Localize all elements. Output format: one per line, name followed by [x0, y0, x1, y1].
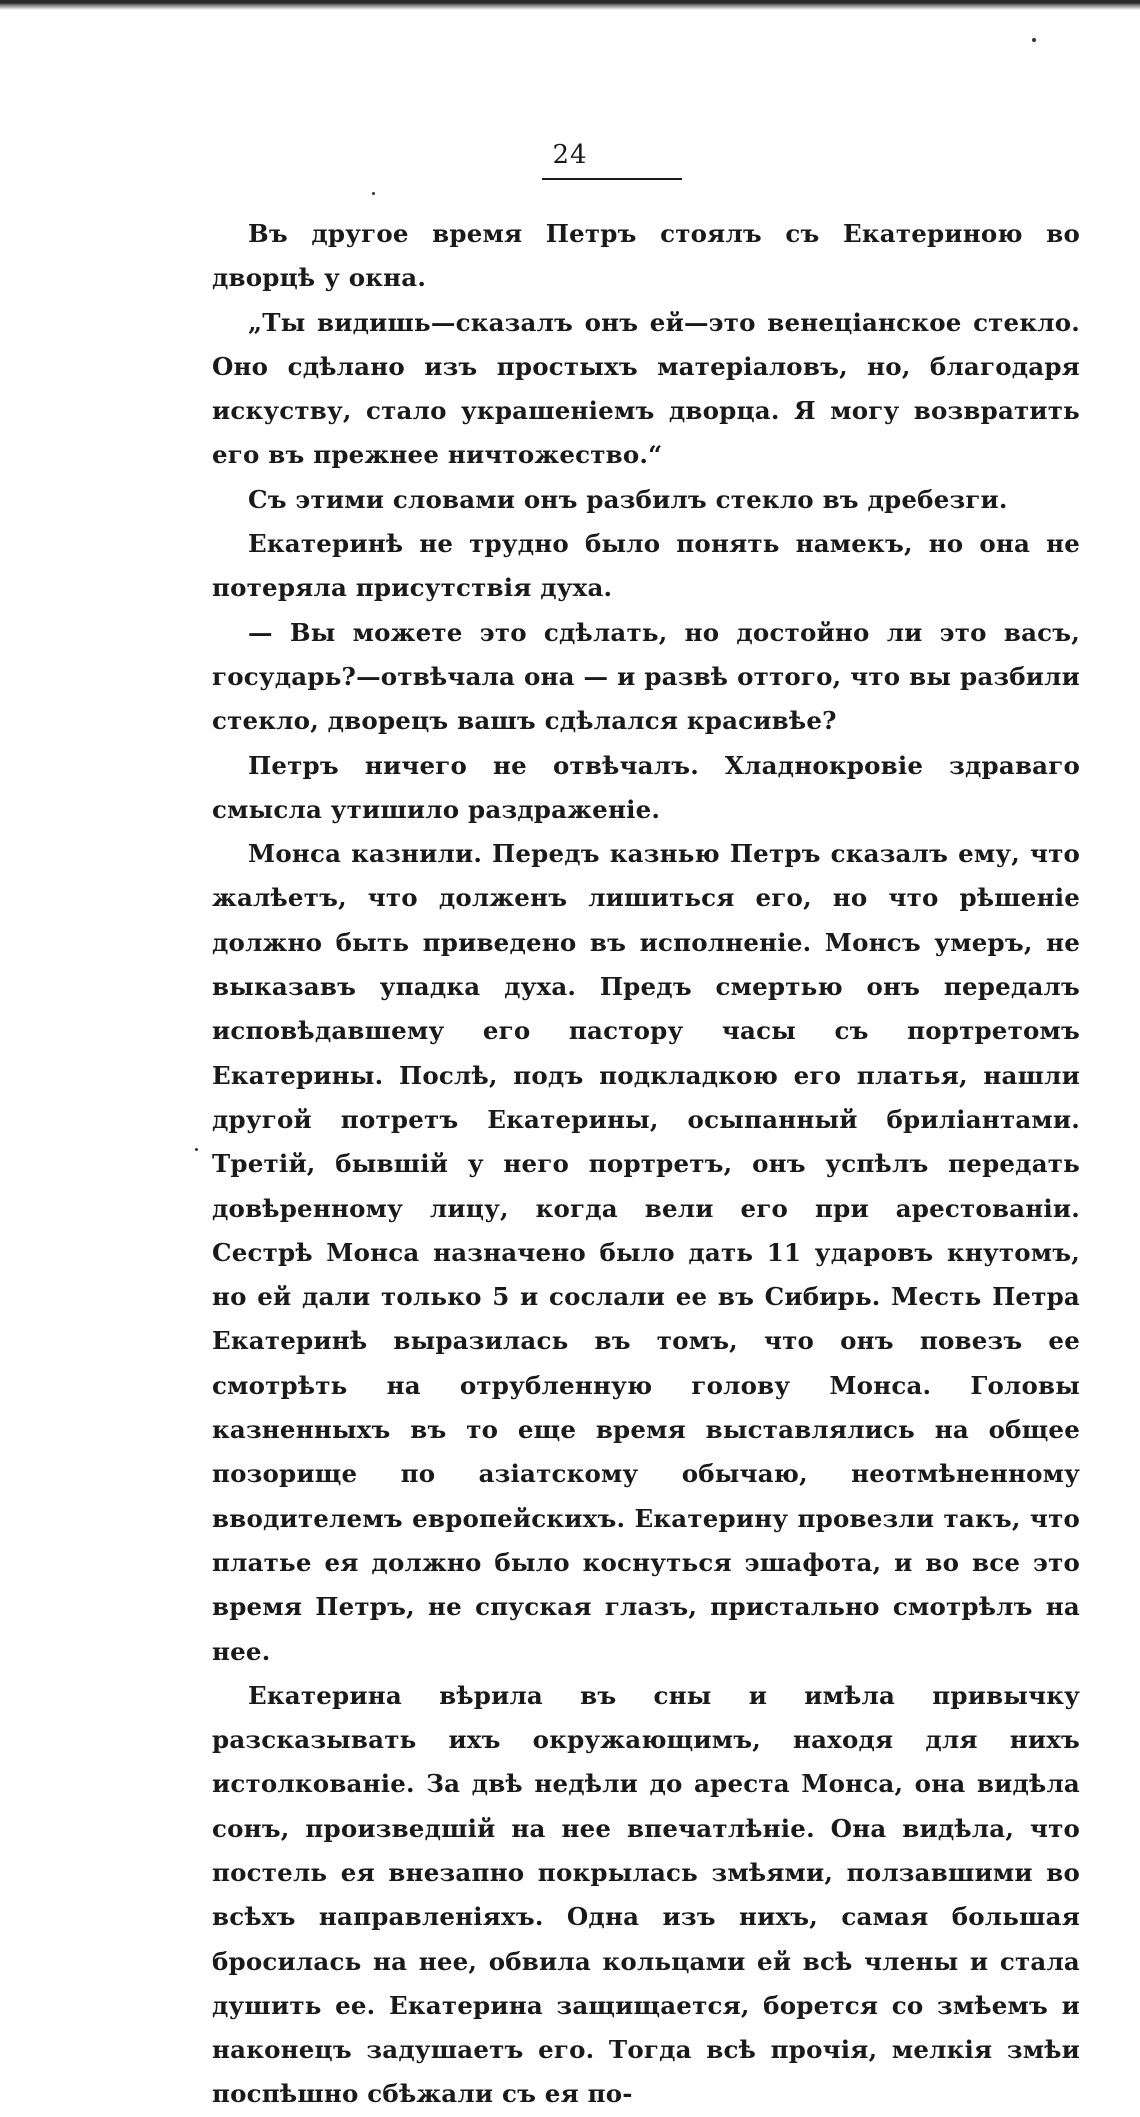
paragraph: Въ другое время Петръ стоялъ съ Екатериною во дворцѣ у окна. [212, 219, 1080, 293]
scan-speck [372, 192, 375, 195]
scan-speck [195, 1148, 198, 1151]
scan-speck [1032, 38, 1036, 42]
paragraph: Монса казнили. Передъ казнью Петръ сказалъ ему, что жалѣетъ, что долженъ лишиться его, но что рѣшеніе должно быть приведено въ исполненіе. Монсъ умеръ, не выказавъ упадка духа. Предъ смертью онъ передалъ исповѣдавшему его пастору часы съ портретомъ Екатерины. Послѣ, подъ подкладкою его платья, нашли другой потретъ Екатерины, осыпанный бриліантами. Третій, бывшій у него портретъ, онъ успѣлъ передать довѣренному лицу, когда вели его при арестованіи. Сестрѣ Монса назначено было дать 11 ударовъ кнутомъ, но ей дали только 5 и сослали ее въ Сибирь. Месть Петра Екатеринѣ выразилась въ томъ, что онъ повезъ ее смотрѣть на отрубленную голову Монса. Головы казненныхъ въ то еще время выставлялись на общее позорище по азіатскому обычаю, неотмѣненному вводителемъ европейскихъ. Екатерину провезли такъ, что платье ея должно было коснуться эшафота, и во все это время Петръ, не спуская глазъ, пристально смотрѣлъ на нее. [212, 839, 1080, 1666]
paragraph: „Ты видишь—сказалъ онъ ей—это венеціанское стекло. Оно сдѣлано изъ простыхъ матеріаловъ, но, благодаря искуству, стало украшеніемъ дворца. Я могу возвратить его въ прежнее ничтожество.“ [212, 307, 1080, 470]
page-number: 24 [552, 140, 588, 170]
scan-top-edge [0, 0, 1140, 10]
paragraph: Петръ ничего не отвѣчалъ. Хладнокровіе здраваго смысла утишило раздраженіе. [212, 750, 1080, 824]
body-text [212, 212, 1080, 2117]
paragraph: Екатеринѣ не трудно было понять намекъ, но она не потеряла присутствія духа. [212, 529, 1080, 603]
paragraph: Екатерина вѣрила въ сны и имѣла привычку разсказывать ихъ окружающимъ, находя для нихъ истолкованіе. За двѣ недѣли до ареста Монса, она видѣла сонъ, произведшій на нее впечатлѣніе. Она видѣла, что постель ея внезапно покрылась змѣями, ползавшими во всѣхъ направленіяхъ. Одна изъ нихъ, самая большая бросилась на нее, обвила кольцами ей всѣ члены и стала душить ее. Екатерина защищается, борется со змѣемъ и наконецъ задушаетъ его. Тогда всѣ прочія, мелкія змѣи поспѣшно сбѣжали съ ея по- [212, 1680, 1080, 2109]
page-number-rule [542, 178, 682, 180]
paragraph: — Вы можете это сдѣлать, но достойно ли это васъ, государь?—отвѣчала она — и развѣ оттого, что вы разбили стекло, дворецъ вашъ сдѣлался красивѣе? [212, 617, 1080, 736]
paragraph: Съ этими словами онъ разбилъ стекло въ дребезги. [248, 484, 1008, 514]
